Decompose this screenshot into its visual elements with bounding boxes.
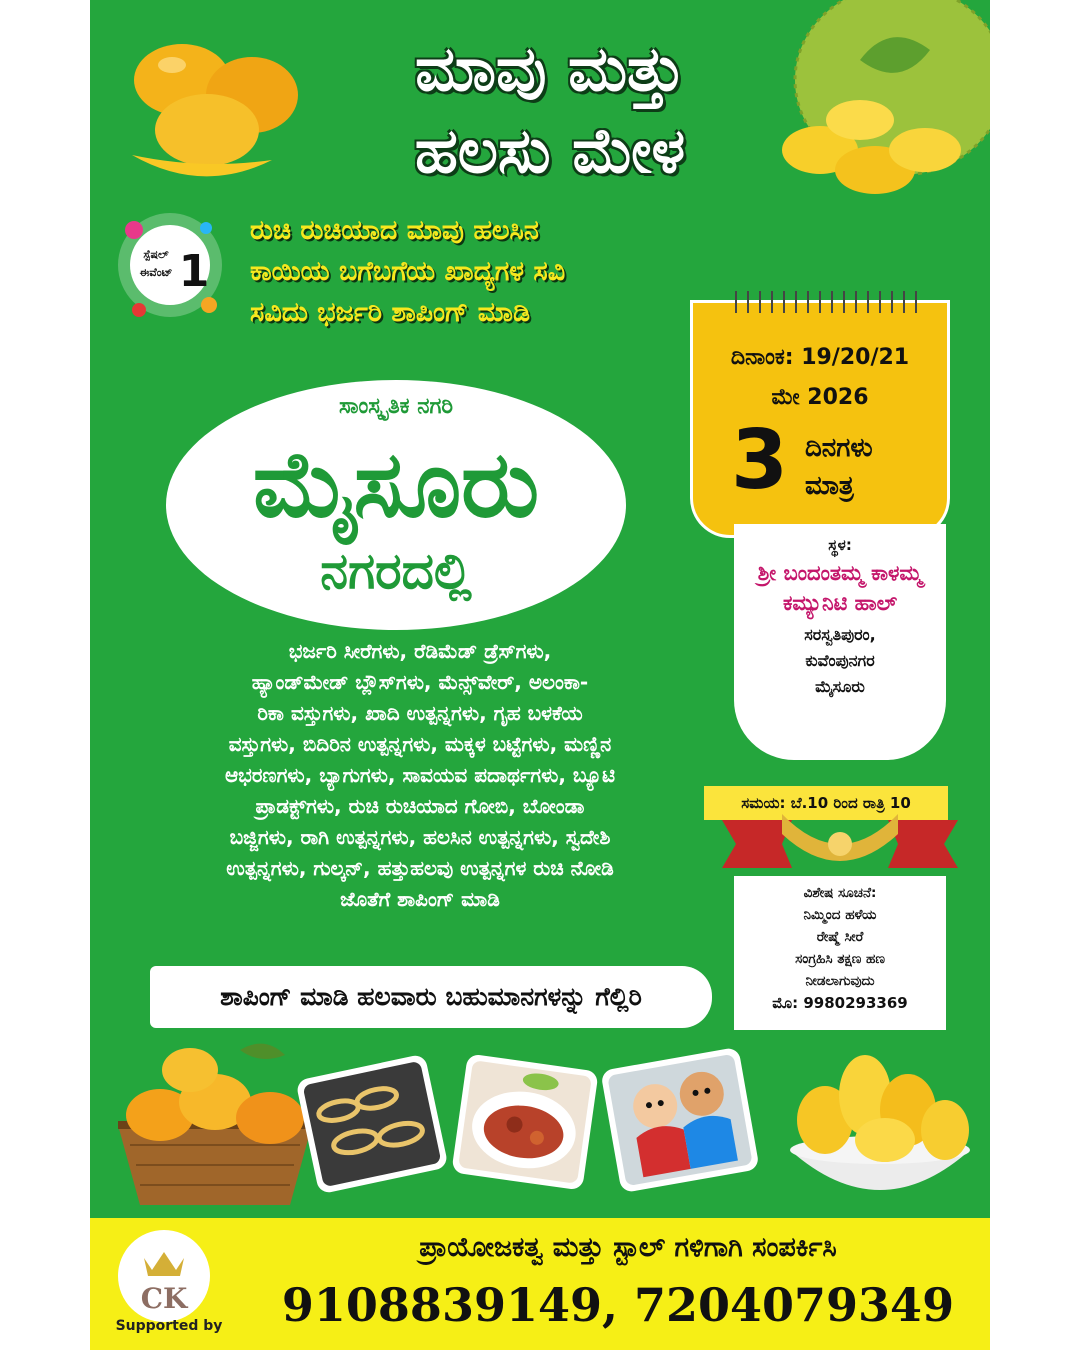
- footer-contact: [90, 1218, 990, 1350]
- notice-line: ನಿಮ್ಮಿಂದ ಹಳೆಯ: [803, 907, 877, 923]
- date-calendar: [690, 300, 950, 538]
- product-line: ಪ್ರಾಡಕ್ಟ್‌ಗಳು, ರುಚಿ ರುಚಿಯಾದ ಗೋಬಿ, ಬೋಂಡಾ: [255, 794, 585, 818]
- jackfruit-pod: [826, 100, 894, 140]
- product-line: ಜೊತೆಗೆ ಶಾಪಿಂಗ್ ಮಾಡಿ: [340, 887, 500, 911]
- badge-number: 1: [178, 246, 210, 297]
- logo-text: CK: [140, 1282, 188, 1315]
- days-word: ದಿನಗಳು: [805, 433, 873, 463]
- only-word: ಮಾತ್ರ: [805, 471, 854, 501]
- event-time: ಸಮಯ: ಬೆ.10 ರಿಂದ ರಾತ್ರಿ 10: [704, 786, 948, 820]
- mango: [155, 94, 259, 166]
- notice-phone: ಮೊ: 9980293369: [772, 994, 908, 1012]
- special-notice: [734, 876, 946, 1030]
- product-line: ಉತ್ಪನ್ನಗಳು, ಗುಲ್ಕನ್, ಹತ್ತುಹಲವು ಉತ್ಪನ್ನಗಳ ರುಚಿ ನೋಡಿ: [226, 856, 614, 880]
- contact-phones[interactable]: 9108839149, 7204079349: [281, 1278, 955, 1332]
- product-photos: [90, 1030, 990, 1220]
- badge-line-1: ಸ್ಪೆಷಲ್: [143, 248, 169, 261]
- city-suffix: ನಗರದಲ್ಲಿ: [320, 542, 472, 600]
- mango-basket-photo: [118, 1044, 312, 1205]
- notice-line: ನೀಡಲಾಗುವುದು: [805, 973, 875, 989]
- product-line: ರಿಕಾ ವಸ್ತುಗಳು, ಖಾದಿ ಉತ್ಪನ್ನಗಳು, ಗೃಹ ಬಳಕೆಯ: [257, 701, 583, 725]
- product-line: ಆಭರಣಗಳು, ಬ್ಯಾಗುಗಳು, ಸಾವಯವ ಪದಾರ್ಥಗಳು, ಬ್ಯೂಟಿ: [224, 763, 616, 787]
- city-subtitle: ಸಾಂಸ್ಕೃತಿಕ ನಗರಿ: [339, 394, 453, 419]
- special-event-badge: [114, 200, 226, 330]
- venue-name: ಶ್ರೀ ಬಂದಂತಮ್ಮ ಕಾಳಮ್ಮ ಕಮ್ಯುನಿಟಿ ಹಾಲ್: [757, 561, 923, 615]
- notice-line: ವಿಶೇಷ ಸೂಚನೆ:: [803, 885, 877, 901]
- day-count: 3: [731, 413, 789, 508]
- food-plate-photo: [451, 1053, 598, 1190]
- city-oval: [166, 380, 626, 630]
- city-name: ಮೈಸೂರು: [252, 431, 540, 538]
- notice-line: ಸಂಗ್ರಹಿಸಿ ತಕ್ಷಣ ಹಣ: [795, 951, 885, 967]
- venue-card: [734, 524, 946, 760]
- venue-label: ಸ್ಥಳ:: [828, 536, 852, 554]
- address-line: ಕುವೆಂಪುನಗರ: [805, 651, 875, 670]
- badge-line-2: ಈವೆಂಟ್: [139, 266, 173, 279]
- jackfruit-pod: [889, 128, 961, 172]
- event-date: ದಿನಾಂಕ: 19/20/21: [730, 345, 910, 370]
- product-line: ಹ್ಯಾಂಡ್‌ಮೇಡ್ ಬ್ಲೌಸ್‌ಗಳು, ಮೆನ್ಸ್‌ವೇರ್, ಅಲಂಕಾ-: [251, 670, 589, 694]
- event-month: ಮೇ 2026: [771, 385, 869, 410]
- event-title: [290, 28, 810, 192]
- event-poster: [90, 0, 990, 1350]
- day-count-label: [805, 429, 873, 505]
- prize-banner: ಶಾಪಿಂಗ್ ಮಾಡಿ ಹಲವಾರು ಬಹುಮಾನಗಳನ್ನು ಗೆಲ್ಲಿರಿ: [150, 966, 712, 1028]
- wooden-dolls-photo: [600, 1047, 759, 1193]
- supported-by-label: Supported by: [115, 1318, 223, 1334]
- jackfruit-bowl-photo: [790, 1055, 970, 1190]
- tagline-line: ಸವಿದು ಭರ್ಜರಿ ಶಾಪಿಂಗ್ ಮಾಡಿ: [250, 297, 530, 328]
- calendar-rings-icon: [730, 283, 930, 319]
- product-line: ಭರ್ಜರಿ ಸೀರೆಗಳು, ರೆಡಿಮೆಡ್ ಡ್ರೆಸ್‌ಗಳು,: [288, 639, 552, 663]
- ribbon-icon: [722, 814, 958, 878]
- notice-line: ರೇಷ್ಮೆ ಸೀರೆ: [816, 929, 864, 945]
- address-line: ಸರಸ್ವತಿಪುರಂ,: [804, 625, 876, 644]
- tagline-line: ರುಚಿ ರುಚಿಯಾದ ಮಾವು ಹಲಸಿನ: [250, 215, 539, 246]
- sponsor-contact-text: ಪ್ರಾಯೋಜಕತ್ವ ಮತ್ತು ಸ್ಟಾಲ್ ಗಳಿಗಾಗಿ ಸಂಪರ್ಕಿಸಿ: [419, 1232, 837, 1263]
- product-list: [150, 636, 690, 915]
- bangles-photo: [295, 1054, 448, 1195]
- title-line-1: ಮಾವು ಮತ್ತು: [415, 32, 685, 105]
- title-line-2: ಹಲಸು ಮೇಳ: [414, 114, 686, 187]
- address-line: ಮೈಸೂರು: [815, 677, 865, 696]
- venue-address: [734, 622, 946, 700]
- product-line: ಬಜ್ಜಿಗಳು, ರಾಗಿ ಉತ್ಪನ್ನಗಳು, ಹಲಸಿನ ಉತ್ಪನ್ನಗಳು, ಸ್ವದೇಶಿ: [229, 825, 611, 849]
- product-line: ವಸ್ತುಗಳು, ಬಿದಿರಿನ ಉತ್ಪನ್ನಗಳು, ಮಕ್ಕಳ ಬಟ್ಟೆಗಳು, ಮಣ್ಣಿನ: [228, 732, 612, 756]
- tagline-line: ಕಾಯಿಯ ಬಗೆಬಗೆಯ ಖಾದ್ಯಗಳ ಸವಿ: [250, 256, 566, 287]
